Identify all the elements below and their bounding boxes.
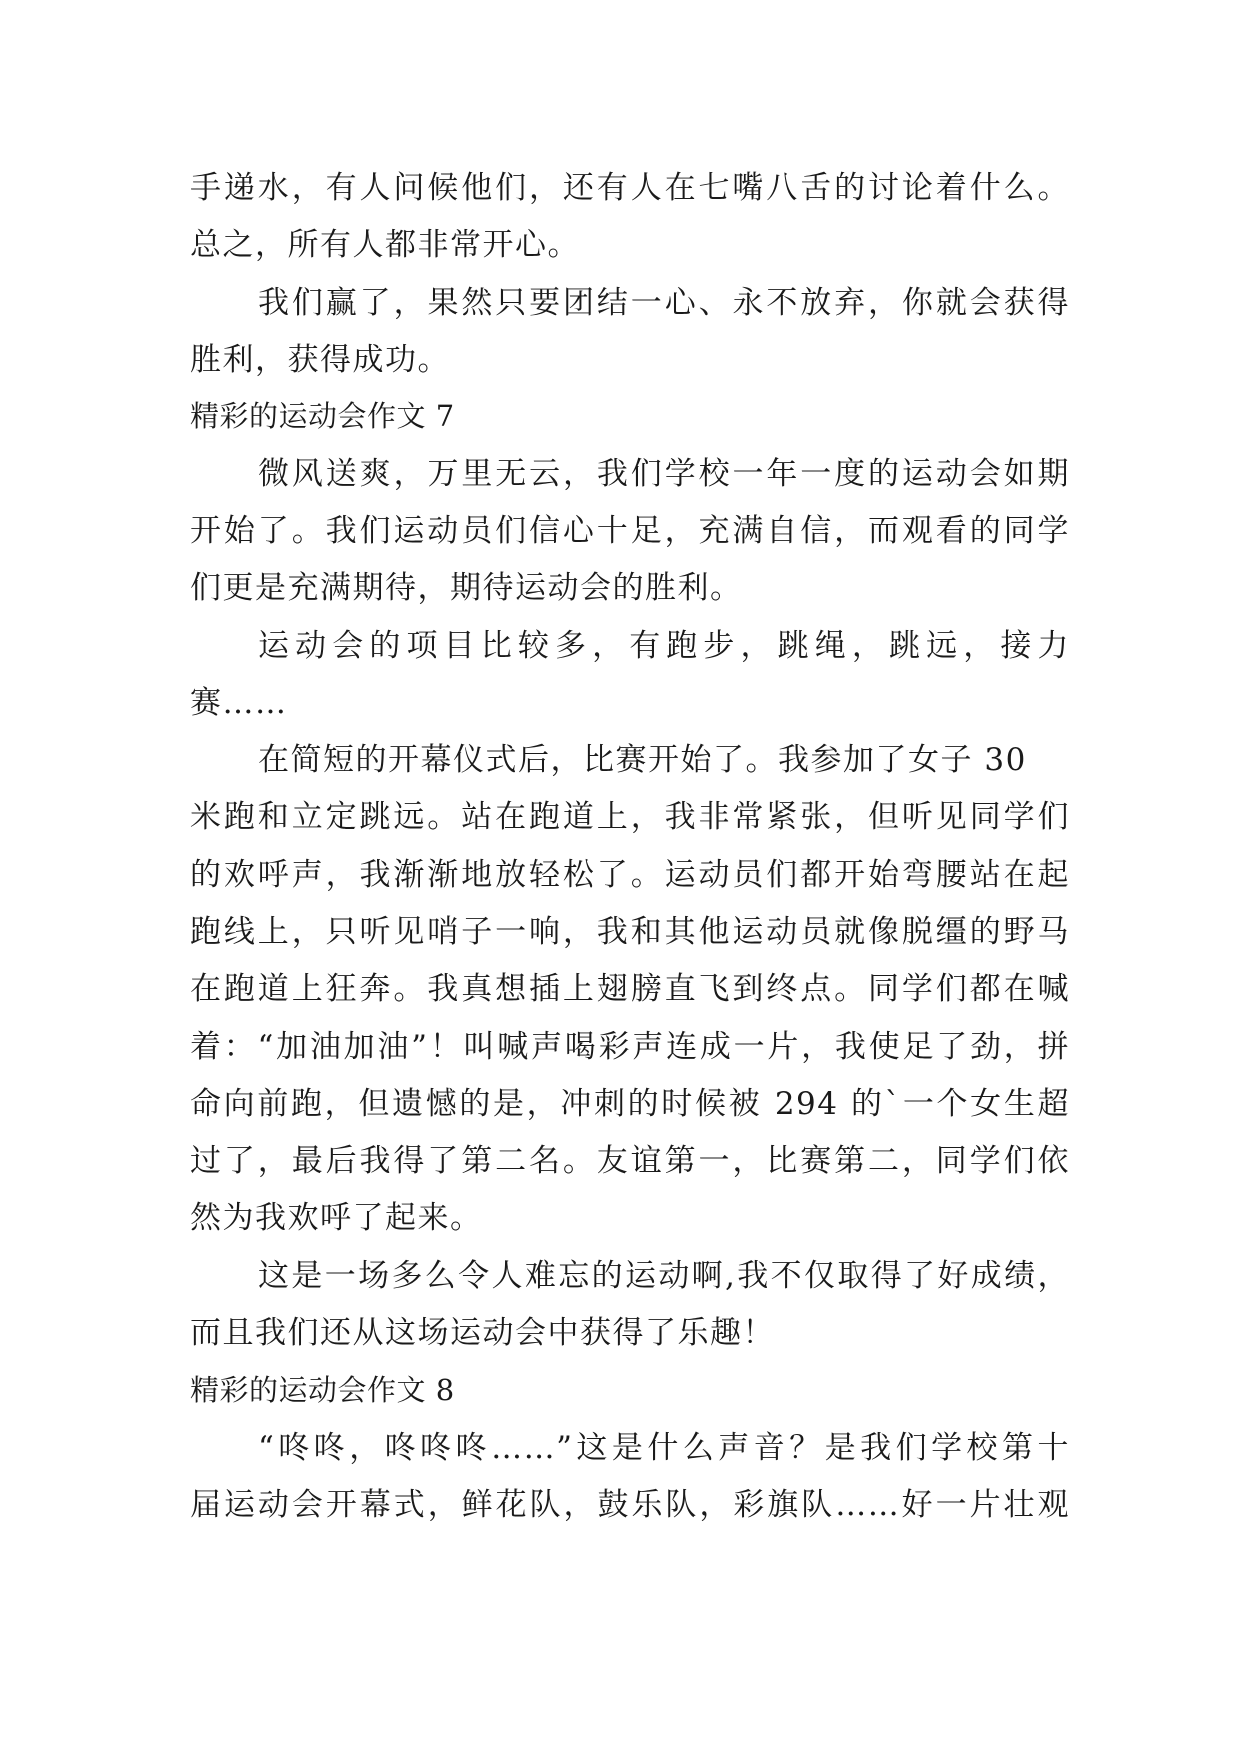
- text-line: 这是一场多么令人难忘的运动啊,我不仅取得了好成绩，: [258, 1258, 1070, 1294]
- text-line: 开始了。我们运动员们信心十足，充满自信，而观看的同学: [190, 513, 1070, 549]
- text-line: 然为我欢呼了起来。: [190, 1200, 483, 1236]
- text-line: 胜利，获得成功。: [190, 342, 450, 378]
- text-line: 的欢呼声，我渐渐地放轻松了。运动员们都开始弯腰站在起: [190, 857, 1070, 893]
- text-line: 而且我们还从这场运动会中获得了乐趣！: [190, 1315, 775, 1351]
- text-line: 着：“加油加油”！叫喊声喝彩声连成一片，我使足了劲，拼: [190, 1029, 1070, 1065]
- text-line: 运动会的项目比较多，有跑步，跳绳，跳远，接力: [258, 628, 1070, 664]
- text-line: 在简短的开幕仪式后，比赛开始了。我参加了女子 30: [258, 742, 1027, 778]
- section-heading: 精彩的运动会作文 8: [190, 1373, 455, 1407]
- section-heading: 精彩的运动会作文 7: [190, 399, 455, 433]
- text-line: 过了，最后我得了第二名。友谊第一，比赛第二，同学们依: [190, 1143, 1070, 1179]
- text-line: 赛……: [190, 685, 288, 721]
- text-line: 跑线上，只听见哨子一响，我和其他运动员就像脱缰的野马: [190, 914, 1070, 950]
- text-line: 命向前跑，但遗憾的是，冲刺的时候被 294 的`一个女生超: [190, 1086, 1070, 1122]
- text-line: 总之，所有人都非常开心。: [190, 227, 580, 263]
- text-line: 微风送爽，万里无云，我们学校一年一度的运动会如期: [258, 456, 1070, 492]
- text-line: “咚咚，咚咚咚……”这是什么声音？是我们学校第十: [258, 1430, 1070, 1466]
- text-line: 们更是充满期待，期待运动会的胜利。: [190, 570, 743, 606]
- text-line: 届运动会开幕式，鲜花队，鼓乐队，彩旗队……好一片壮观: [190, 1487, 1070, 1523]
- text-line: 在跑道上狂奔。我真想插上翅膀直飞到终点。同学们都在喊: [190, 971, 1070, 1007]
- text-line: 米跑和立定跳远。站在跑道上，我非常紧张，但听见同学们: [190, 799, 1070, 835]
- text-line: 我们赢了，果然只要团结一心、永不放弃，你就会获得: [258, 285, 1070, 321]
- text-line: 手递水，有人问候他们，还有人在七嘴八舌的讨论着什么。: [190, 170, 1070, 206]
